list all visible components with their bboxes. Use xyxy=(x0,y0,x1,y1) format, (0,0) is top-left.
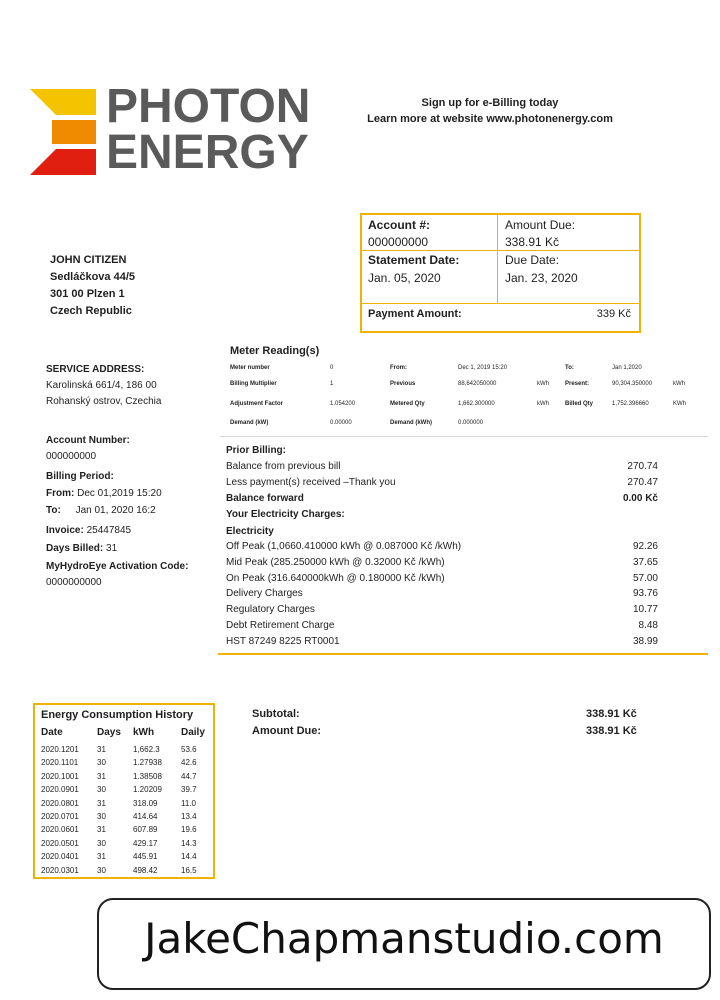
history-cell: 42.6 xyxy=(181,758,197,768)
history-cell: 44.7 xyxy=(181,771,197,781)
billing-from-label: From: xyxy=(46,488,75,499)
logo-line-1: PHOTON xyxy=(106,80,311,133)
history-cell: 2020.1101 xyxy=(41,758,79,768)
charge-row xyxy=(226,509,676,523)
history-cell: 2020.0301 xyxy=(41,865,79,875)
watermark-text: JakeChapmanstudio.com xyxy=(144,914,664,963)
meter-cell: 1,662.300000 xyxy=(458,401,495,407)
billing-period-label: Billing Period: xyxy=(46,471,114,482)
history-cell: 16.5 xyxy=(181,865,197,875)
charge-label: Electricity xyxy=(226,526,274,537)
charge-label: Balance forward xyxy=(226,493,304,504)
invoice-label: Invoice: xyxy=(46,525,84,536)
service-address-line-1: Karolinská 661/4, 186 00 xyxy=(46,380,157,391)
history-cell: 30 xyxy=(97,865,106,875)
meter-cell: Previous xyxy=(390,381,416,387)
account-number-value-left: 000000000 xyxy=(46,451,97,462)
invoice xyxy=(46,524,131,538)
history-cell: 30 xyxy=(97,812,106,821)
meter-cell: Metered Qty xyxy=(390,401,425,407)
meter-cell: 88,642050000 xyxy=(458,381,497,387)
history-header-kwh: kWh xyxy=(133,727,155,738)
amount-due-total-label: Amount Due: xyxy=(252,725,322,737)
days-billed xyxy=(46,542,117,556)
charge-amount: 270.74 xyxy=(627,461,658,472)
charge-label: On Peak (316.640000kWh @ 0.180000 Kč /kWh) xyxy=(226,573,445,584)
charge-row xyxy=(226,526,676,540)
charge-label: HST 87249 8225 RT0001 xyxy=(226,636,340,647)
history-cell: 2020.0701 xyxy=(41,812,79,821)
meter-readings-title: Meter Reading(s) xyxy=(230,345,320,357)
payment-amount-label: Payment Amount: xyxy=(368,308,462,320)
history-cell: 14.4 xyxy=(181,852,197,862)
meter-cell: 0.000000 xyxy=(458,420,484,426)
history-cell: 1.27938 xyxy=(133,758,162,768)
history-cell: 53.6 xyxy=(181,745,197,754)
charge-row xyxy=(226,636,676,650)
days-billed-label: Days Billed: xyxy=(46,543,104,554)
history-cell: 1.20209 xyxy=(133,785,162,795)
charge-row xyxy=(226,604,676,618)
divider xyxy=(362,250,639,251)
history-cell: 2020.0901 xyxy=(41,785,79,795)
charge-label: Prior Billing: xyxy=(226,445,286,456)
activation-code-label: MyHydroEye Activation Code: xyxy=(46,561,189,572)
history-cell: 11.0 xyxy=(181,798,196,808)
charge-row xyxy=(226,620,676,634)
charge-label: Debt Retirement Charge xyxy=(226,620,335,631)
meter-cell: 1.054200 xyxy=(330,401,356,407)
charge-amount: 92.26 xyxy=(632,541,658,552)
history-header-days: Days xyxy=(97,727,121,738)
history-cell: 2020.1201 xyxy=(41,745,79,754)
charge-row xyxy=(226,588,676,602)
billing-from xyxy=(46,487,162,501)
charge-amount: 37.65 xyxy=(632,557,658,568)
meter-cell: Demand (kW) xyxy=(230,420,269,426)
charge-label: Mid Peak (285.250000 kWh @ 0.32000 Kč /kWh) xyxy=(226,557,445,568)
history-cell: 30 xyxy=(97,838,106,848)
history-header-date: Date xyxy=(41,727,63,738)
history-cell: 13.4 xyxy=(181,812,197,821)
meter-cell: Jan 1,2020 xyxy=(612,365,642,371)
history-cell: 39.7 xyxy=(181,785,197,795)
charge-amount: 8.48 xyxy=(638,620,658,631)
account-number-value: 000000000 xyxy=(368,235,429,249)
meter-cell: Billed Qty xyxy=(565,401,594,407)
photon-energy-logo-icon xyxy=(30,89,96,175)
history-cell: 1,662.3 xyxy=(133,745,160,754)
amount-due-total-value: 338.91 Kč xyxy=(586,725,637,737)
billing-to-label: To: xyxy=(46,505,61,516)
history-cell: 2020.0801 xyxy=(41,798,79,808)
charge-label: Less payment(s) received –Thank you xyxy=(226,477,396,488)
meter-cell: Billing Multiplier xyxy=(230,381,277,387)
payment-amount-value: 339 Kč xyxy=(596,308,631,320)
promo-line-1: Sign up for e-Billing today xyxy=(421,97,559,109)
charge-amount: 270.47 xyxy=(627,477,658,488)
billing-to xyxy=(46,504,156,518)
meter-cell: Present: xyxy=(565,381,590,387)
history-cell: 31 xyxy=(97,798,106,808)
meter-cell: 1 xyxy=(330,381,334,387)
history-cell: 31 xyxy=(97,825,106,835)
history-cell: 429.17 xyxy=(133,838,158,848)
logo-line-2: ENERGY xyxy=(106,126,309,179)
invoice-value: 25447845 xyxy=(86,525,132,536)
service-address-label: SERVICE ADDRESS: xyxy=(46,364,145,375)
energy-history-box xyxy=(33,703,215,879)
meter-cell: From: xyxy=(390,365,407,371)
divider xyxy=(497,215,498,303)
account-number-label-left: Account Number: xyxy=(46,435,130,446)
charge-row xyxy=(226,557,676,571)
due-date-label: Due Date: xyxy=(505,253,560,267)
meter-cell: 0.00000 xyxy=(330,420,352,426)
promo-line-2[interactable]: Learn more at website www.photonenergy.com xyxy=(367,113,613,125)
history-cell: 31 xyxy=(97,852,106,862)
history-cell: 445.91 xyxy=(133,852,158,862)
charge-label: Your Electricity Charges: xyxy=(226,509,345,520)
customer-name: JOHN CITIZEN xyxy=(50,254,127,266)
history-cell: 498.42 xyxy=(133,865,158,875)
statement-date-value: Jan. 05, 2020 xyxy=(368,271,441,285)
charge-amount: 0.00 Kč xyxy=(622,493,658,504)
charge-label: Balance from previous bill xyxy=(226,461,341,472)
ebilling-promo xyxy=(340,95,640,127)
customer-address xyxy=(50,252,135,320)
history-cell: 2020.1001 xyxy=(41,771,79,781)
charge-row xyxy=(226,573,676,587)
history-cell: 30 xyxy=(97,758,106,768)
history-cell: 1.38508 xyxy=(133,771,162,781)
activation-code-value: 0000000000 xyxy=(46,577,102,588)
charge-row xyxy=(226,461,676,475)
due-date-value: Jan. 23, 2020 xyxy=(505,271,578,285)
charge-amount: 57.00 xyxy=(632,573,658,584)
history-cell: 14.3 xyxy=(181,838,197,848)
amount-due-label: Amount Due: xyxy=(505,218,576,232)
charge-label: Delivery Charges xyxy=(226,588,303,599)
account-summary-box xyxy=(360,213,641,333)
history-cell: 2020.0501 xyxy=(41,838,79,848)
charge-row xyxy=(226,493,676,507)
history-cell: 607.89 xyxy=(133,825,158,835)
charge-amount: 38.99 xyxy=(632,636,658,647)
subtotal-label: Subtotal: xyxy=(252,708,300,720)
charge-label: Off Peak (1,0660.410000 kWh @ 0.087000 Kč /kWh) xyxy=(226,541,462,552)
charge-row xyxy=(226,445,676,459)
meter-cell: kWh xyxy=(537,381,549,387)
statement-date-label: Statement Date: xyxy=(368,253,460,267)
meter-cell: KWh xyxy=(673,401,687,407)
history-cell: 2020.0601 xyxy=(41,825,79,835)
history-cell: 2020.0401 xyxy=(41,852,79,862)
divider xyxy=(220,436,708,437)
energy-history-title: Energy Consumption History xyxy=(41,709,194,721)
history-cell: 30 xyxy=(97,785,106,795)
meter-cell: Adjustment Factor xyxy=(230,401,284,407)
history-cell: 414.64 xyxy=(133,812,158,821)
meter-cell: Dec 1, 2019 15:20 xyxy=(458,365,508,371)
customer-country: Czech Republic xyxy=(50,305,132,317)
charge-amount: 93.76 xyxy=(632,588,658,599)
meter-cell: To: xyxy=(565,365,574,371)
charge-row xyxy=(226,477,676,491)
billing-to-value: Jan 01, 2020 16:2 xyxy=(75,505,156,516)
meter-cell: 1,752.396660 xyxy=(612,401,649,407)
account-number-label: Account #: xyxy=(368,218,431,232)
meter-cell: 90,304.350000 xyxy=(612,381,653,387)
billing-from-value: Dec 01,2019 15:20 xyxy=(77,488,162,499)
history-cell: 31 xyxy=(97,771,106,781)
meter-cell: Demand (kWh) xyxy=(390,420,432,426)
service-address-line-2: Rohanský ostrov, Czechia xyxy=(46,396,162,407)
amount-due-value: 338.91 Kč xyxy=(505,235,560,249)
history-cell: 19.6 xyxy=(181,825,197,835)
history-cell: 318.09 xyxy=(133,798,158,808)
charge-amount: 10.77 xyxy=(632,604,658,615)
charge-row xyxy=(226,541,676,555)
days-billed-value: 31 xyxy=(106,543,118,554)
history-header-daily: Daily xyxy=(181,727,205,738)
meter-cell: kWh xyxy=(537,401,549,407)
customer-city: 301 00 Plzen 1 xyxy=(50,288,125,300)
history-cell: 31 xyxy=(97,745,106,754)
watermark-banner xyxy=(97,898,711,990)
logo-wordmark xyxy=(106,80,311,179)
customer-street: Sedláčkova 44/5 xyxy=(50,271,136,283)
charges-divider xyxy=(218,653,708,655)
divider xyxy=(362,303,639,304)
meter-cell: kWh xyxy=(673,381,685,387)
charge-label: Regulatory Charges xyxy=(226,604,315,615)
subtotal-value: 338.91 Kč xyxy=(586,708,637,720)
meter-cell: Meter number xyxy=(230,365,270,371)
meter-cell: 0 xyxy=(330,365,334,371)
